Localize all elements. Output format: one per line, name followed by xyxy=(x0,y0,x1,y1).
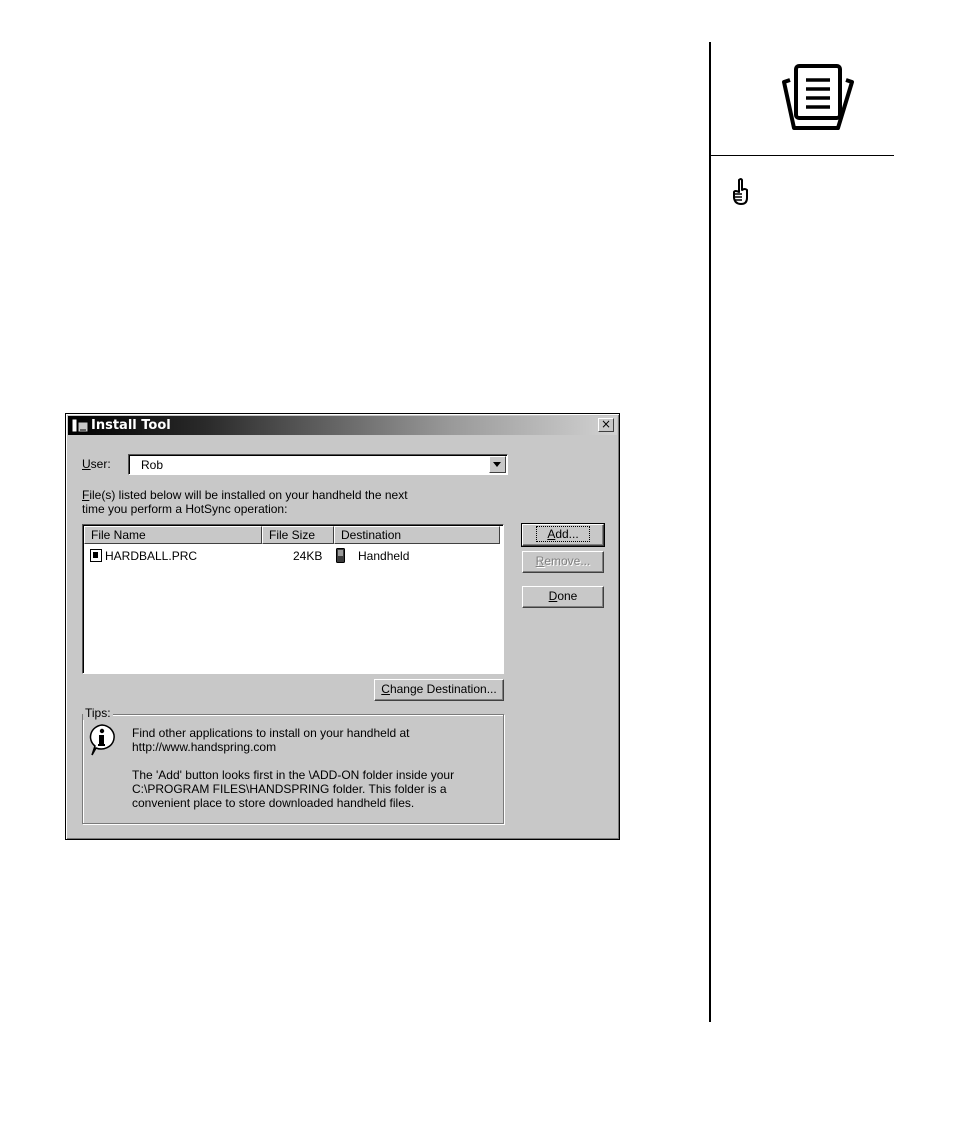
margin-rule xyxy=(709,42,711,1022)
handheld-app-icon xyxy=(71,418,89,433)
add-mnemonic: A xyxy=(547,527,556,541)
tips-legend: Tips: xyxy=(85,706,111,720)
remove-label: emove... xyxy=(544,554,591,568)
user-label-text: ser: xyxy=(90,457,111,471)
title-bar[interactable] xyxy=(68,416,617,435)
instructions-line2: time you perform a HotSync operation: xyxy=(82,502,288,516)
user-select[interactable] xyxy=(128,454,508,475)
row-file-size: 24KB xyxy=(293,549,323,563)
close-button[interactable]: × xyxy=(598,418,614,432)
column-header-file-size[interactable]: File Size xyxy=(262,526,334,544)
column-header-destination[interactable]: Destination xyxy=(334,526,500,544)
user-label xyxy=(82,457,111,471)
change-label: hange Destination... xyxy=(389,682,497,696)
change-mnemonic: C xyxy=(381,682,390,696)
change-destination-button[interactable] xyxy=(374,679,504,701)
tip-line-5: convenient place to store downloaded handheld files. xyxy=(132,796,415,810)
file-listbox[interactable] xyxy=(82,524,504,674)
instructions-mnemonic: F xyxy=(82,488,90,502)
done-button[interactable] xyxy=(522,586,604,608)
remove-mnemonic: R xyxy=(535,554,545,568)
margin-divider xyxy=(711,155,894,156)
user-label-mnemonic: U xyxy=(82,457,91,471)
user-select-value: Rob xyxy=(141,458,164,472)
instructions-text: ile(s) listed below will be installed on your handheld the next xyxy=(89,488,408,502)
pointing-hand-icon xyxy=(731,178,753,206)
instructions-line1 xyxy=(82,488,408,502)
tip-line-1: Find other applications to install on your handheld at xyxy=(132,726,410,740)
chevron-down-icon[interactable] xyxy=(489,456,506,473)
prc-file-icon xyxy=(90,549,102,562)
add-button[interactable] xyxy=(522,524,604,546)
add-label: dd... xyxy=(555,527,579,541)
tip-line-4: C:\PROGRAM FILES\HANDSPRING folder. This folder is a xyxy=(132,782,447,796)
handheld-device-icon xyxy=(336,548,345,563)
tip-link-handspring: http://www.handspring.com xyxy=(132,740,277,754)
install-tool-dialog xyxy=(65,413,620,840)
notes-icon xyxy=(780,58,856,134)
done-mnemonic: D xyxy=(548,589,558,603)
tip-line-3: The 'Add' button looks first in the \ADD-ON folder inside your xyxy=(132,768,455,782)
remove-button[interactable] xyxy=(522,551,604,573)
row-destination: Handheld xyxy=(358,549,410,563)
row-file-name: HARDBALL.PRC xyxy=(105,549,198,563)
info-icon xyxy=(87,723,117,757)
done-label: one xyxy=(557,589,578,603)
window-title: Install Tool xyxy=(91,418,171,433)
column-header-file-name[interactable]: File Name xyxy=(84,526,262,544)
